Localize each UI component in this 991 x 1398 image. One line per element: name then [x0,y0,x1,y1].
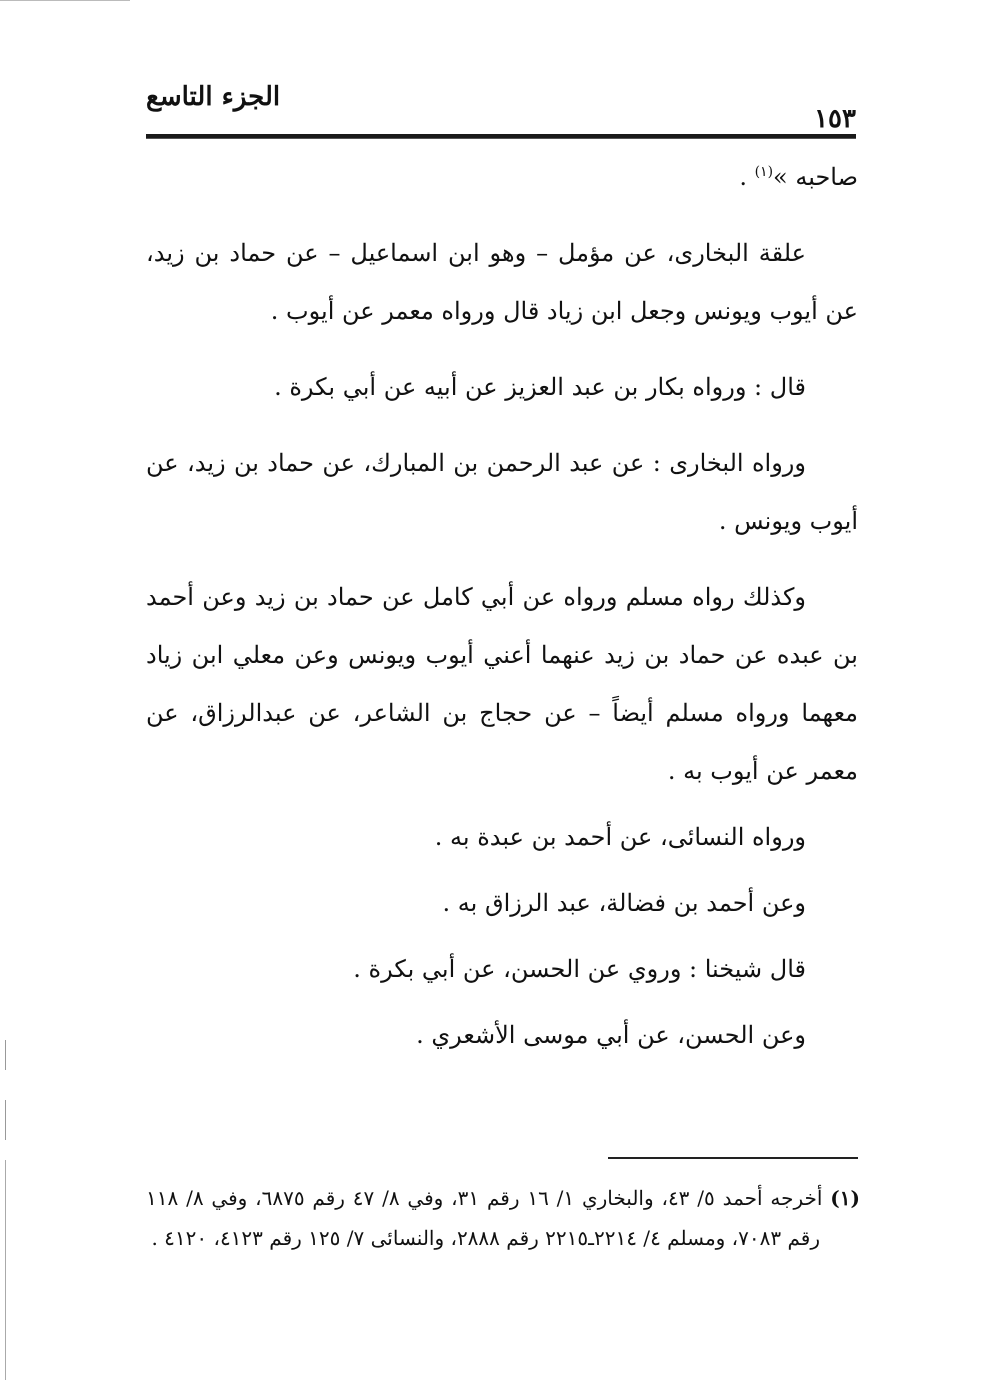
main-text [146,148,858,1072]
header-rule [146,134,856,139]
paragraph-suffix: . [739,163,755,191]
paragraph: وكذلك رواه مسلم ورواه عن أبي كامل عن حماد بن زيد وعن أحمد بن عبده عن حماد بن زيد عنهما أعني أيوب ويونس وعن معلي ابن زياد معهما ورواه مسلم أيضاً – عن حجاج بن الشاعر، عن عبدالرزاق، عن معمر عن أيوب به . [146,583,858,785]
paragraph: وعن الحسن، عن أبي موسى الأشعري . [416,1021,806,1049]
page-number: ١٥٣ [814,104,856,134]
paragraph: قال شيخنا : وروي عن الحسن، عن أبي بكرة . [353,955,806,983]
paragraph: قال : ورواه بكار بن عبد العزيز عن أبيه عن أبي بكرة . [274,373,806,401]
footnote-reference[interactable]: (١) [754,164,774,180]
footnote-body [146,1178,860,1258]
paragraph: ورواه البخارى : عن عبد الرحمن بن المبارك، عن حماد بن زيد، عن أيوب ويونس . [146,449,858,535]
scan-edge-mark [0,0,130,1]
paragraph [146,148,858,206]
footnote-text: أخرجه أحمد ٥/ ٤٣، والبخاري ١/ ١٦ رقم ٣١، وفي ٨/ ٤٧ رقم ٦٨٧٥، وفي ٨/ ١١٨ رقم ٧٠٨٣، ومسلم ٤/ ٢٢١٤ـ٢٢١٥ رقم ٢٨٨٨، والنسائى ٧/ ١٢٥ رقم ٤١٢٣، ٤١٢٠ . [146,1186,823,1250]
footnote [146,1178,860,1258]
paragraph-text: صاحبه » [773,163,858,191]
paragraph: ورواه النسائى، عن أحمد بن عبدة به . [434,823,806,851]
scan-edge-mark [5,1040,6,1070]
footnote-marker: (١) [830,1186,860,1210]
page-header [146,82,856,138]
scan-edge-mark [5,1160,6,1380]
footnote-separator [608,1157,858,1159]
paragraph: وعن أحمد بن فضالة، عبد الرزاق به . [442,889,806,917]
paragraph: علقة البخارى، عن مؤمل – وهو ابن اسماعيل – عن حماد بن زيد، عن أيوب ويونس وجعل ابن زياد قال ورواه معمر عن أيوب . [146,239,858,325]
running-title: الجزء التاسع [146,82,281,112]
scan-edge-mark [5,1100,6,1140]
